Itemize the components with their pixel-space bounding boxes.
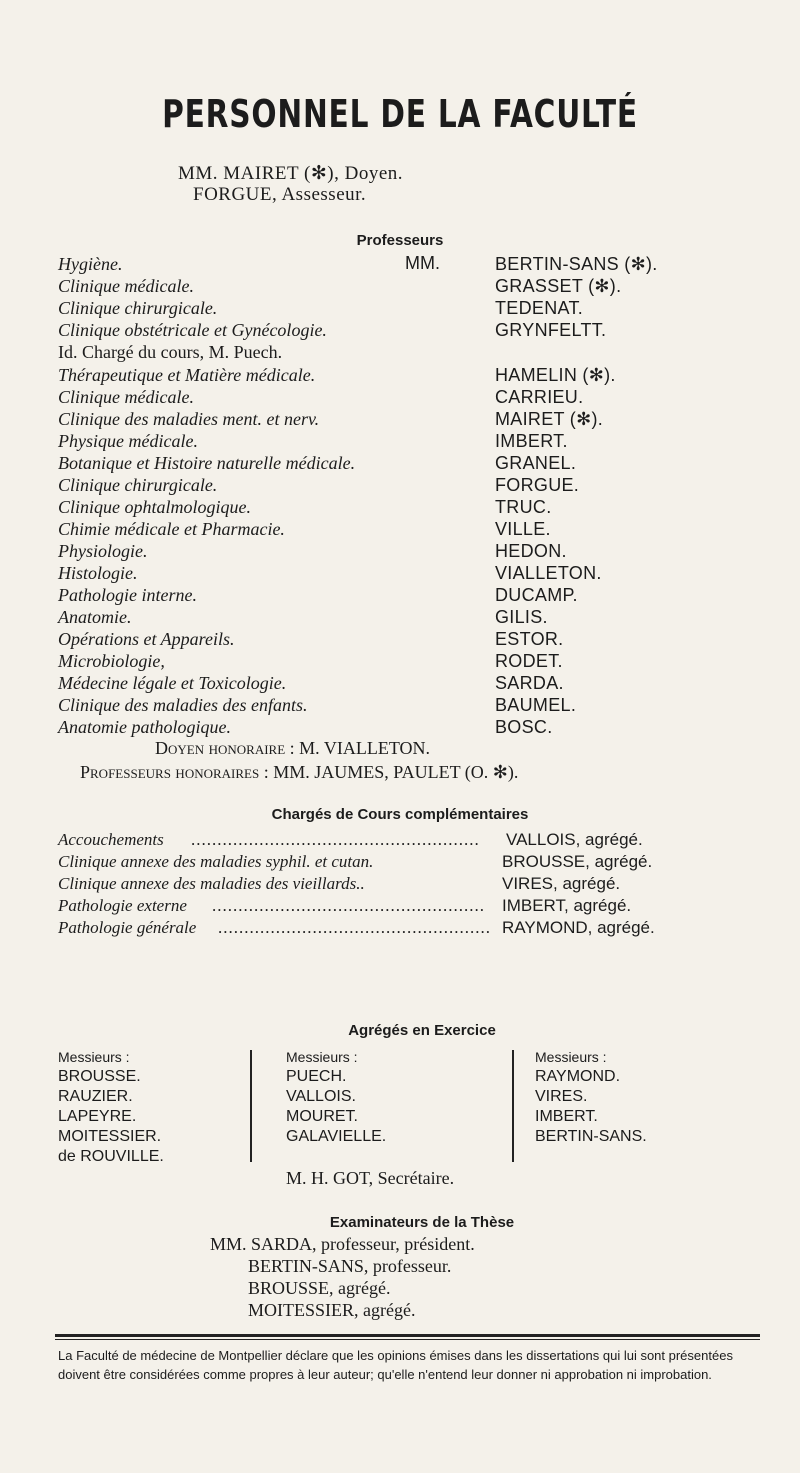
- prof-subject: Physique médicale.: [58, 431, 198, 451]
- prof-row: [58, 341, 758, 363]
- prof-name: GRANEL.: [495, 453, 577, 473]
- charge-subject: Accouchements: [58, 830, 164, 849]
- agrege-name: de ROUVILLE.: [58, 1148, 164, 1165]
- prof-row: [58, 452, 758, 474]
- footer-rule-thin: [55, 1339, 760, 1340]
- prof-subject: Opérations et Appareils.: [58, 629, 235, 649]
- prof-row: [58, 474, 758, 496]
- prof-name: SARDA.: [495, 673, 564, 693]
- professeurs-heading: Professeurs: [356, 232, 444, 249]
- prof-name: BAUMEL.: [495, 695, 577, 715]
- prof-name: VILLE.: [495, 519, 551, 539]
- charge-name: RAYMOND, agrégé.: [502, 918, 655, 937]
- prof-row: [58, 606, 758, 628]
- charge-subject: Clinique annexe des maladies syphil. et cutan.: [58, 852, 374, 871]
- prof-row: [58, 430, 758, 452]
- prof-row: [58, 297, 758, 319]
- prof-name: MAIRET (✻).: [495, 409, 604, 429]
- prof-subject: Clinique des maladies ment. et nerv.: [58, 409, 320, 429]
- prof-subject: Histologie.: [58, 563, 138, 583]
- agrege-name: BERTIN-SANS.: [535, 1128, 647, 1145]
- prof-row: [58, 584, 758, 606]
- prof-row: [58, 253, 758, 275]
- prof-subject: Pathologie interne.: [58, 585, 197, 605]
- prof-subject: Clinique des maladies des enfants.: [58, 695, 308, 715]
- prof-name: DUCAMP.: [495, 585, 578, 605]
- charges-heading: Chargés de Cours complémentaires: [271, 806, 529, 823]
- prof-row: [58, 628, 758, 650]
- column-divider: [512, 1050, 514, 1162]
- agrege-name: IMBERT.: [535, 1108, 598, 1125]
- prof-subject: Botanique et Histoire naturelle médicale.: [58, 453, 356, 473]
- prof-name: GILIS.: [495, 607, 548, 627]
- prof-row: [58, 518, 758, 540]
- prof-subject: Physiologie.: [58, 541, 148, 561]
- prof-name: HEDON.: [495, 541, 567, 561]
- charge-subject: Clinique annexe des maladies des vieillards..: [58, 874, 365, 893]
- prof-row: [58, 694, 758, 716]
- prof-subject: Thérapeutique et Matière médicale.: [58, 365, 316, 385]
- agrege-name: RAYMOND.: [535, 1068, 621, 1085]
- dot-leader: ....................................................: [218, 918, 491, 937]
- prof-name: TEDENAT.: [495, 298, 584, 318]
- prof-subject: Hygiène.: [58, 254, 123, 274]
- column-divider: [250, 1050, 252, 1162]
- examinateur-line: MOITESSIER, agrégé.: [248, 1300, 416, 1320]
- prof-subject: Médecine légale et Toxicologie.: [58, 673, 287, 693]
- agrege-name: VIRES.: [535, 1088, 588, 1105]
- charge-row: [58, 851, 758, 873]
- charge-row: [58, 917, 758, 939]
- prof-row: [58, 672, 758, 694]
- examinateur-line: MM. SARDA, professeur, président.: [210, 1234, 475, 1254]
- prof-row: [58, 650, 758, 672]
- examinateur-line: BERTIN-SANS, professeur.: [248, 1256, 452, 1276]
- prof-name: IMBERT.: [495, 431, 568, 451]
- footer-rule-thick: [55, 1334, 760, 1337]
- prof-subject: Chimie médicale et Pharmacie.: [58, 519, 285, 539]
- prof-subject: Clinique médicale.: [58, 387, 194, 407]
- charge-row: [58, 829, 758, 851]
- dot-leader: ....................................................: [212, 896, 485, 915]
- agrege-name: GALAVIELLE.: [286, 1128, 387, 1145]
- prof-subject: Anatomie.: [58, 607, 132, 627]
- charge-row: [58, 895, 758, 917]
- examinateur-line: BROUSSE, agrégé.: [248, 1278, 391, 1298]
- prof-name: ESTOR.: [495, 629, 564, 649]
- prof-subject: Clinique chirurgicale.: [58, 298, 218, 318]
- prof-row: [58, 562, 758, 584]
- charge-name: VALLOIS, agrégé.: [506, 830, 643, 849]
- prof-name: BERTIN-SANS (✻).: [495, 254, 658, 274]
- agrege-name: RAUZIER.: [58, 1088, 133, 1105]
- footer-notice: La Faculté de médecine de Montpellier déclare que les opinions émises dans les dissertations qui lui sont présentées doivent être considérées comme propres à leur auteur; qu'elle n'entend leur donner ni approbation ni improbation.: [58, 1348, 733, 1382]
- column-header: Messieurs :: [535, 1049, 607, 1065]
- charge-row: [58, 873, 758, 895]
- agrege-name: VALLOIS.: [286, 1088, 356, 1105]
- agrege-name: PUECH.: [286, 1068, 347, 1085]
- prof-name: TRUC.: [495, 497, 552, 517]
- agrege-name: MOURET.: [286, 1108, 358, 1125]
- column-header: Messieurs :: [58, 1049, 130, 1065]
- agreges-heading: Agrégés en Exercice: [348, 1022, 496, 1039]
- prof-row: [58, 364, 758, 386]
- agreges-column-1: [58, 1047, 164, 1167]
- prof-subject: Clinique ophtalmologique.: [58, 497, 251, 517]
- prof-name: HAMELIN (✻).: [495, 365, 616, 385]
- charge-name: VIRES, agrégé.: [502, 874, 621, 893]
- agreges-column-2: [286, 1047, 386, 1147]
- prof-subject: Microbiologie,: [58, 651, 165, 671]
- charge-subject: Pathologie générale: [58, 918, 197, 937]
- prof-name: GRYNFELTT.: [495, 320, 607, 340]
- prof-name: RODET.: [495, 651, 563, 671]
- professeurs-honoraires: Professeurs honoraires : MM. JAUMES, PAULET (O. ✻).: [80, 762, 519, 782]
- prof-name: GRASSET (✻).: [495, 276, 622, 296]
- prof-subject: Clinique chirurgicale.: [58, 475, 218, 495]
- page-title: PERSONNEL DE LA FACULTÉ: [162, 92, 638, 136]
- mm-prefix: MM.: [405, 253, 440, 273]
- prof-subject: Id. Chargé du cours, M. Puech.: [58, 342, 283, 362]
- prof-row: [58, 275, 758, 297]
- agrege-name: MOITESSIER.: [58, 1128, 162, 1145]
- doyen-honoraire: Doyen honoraire : M. VIALLETON.: [155, 738, 430, 758]
- prof-name: CARRIEU.: [495, 387, 584, 407]
- prof-name: FORGUE.: [495, 475, 580, 495]
- agrege-name: LAPEYRE.: [58, 1108, 137, 1125]
- prof-row: [58, 319, 758, 341]
- prof-name: VIALLETON.: [495, 563, 602, 583]
- dot-leader: .......................................................: [191, 830, 480, 849]
- prof-row: [58, 408, 758, 430]
- examinateurs-heading: Examinateurs de la Thèse: [329, 1214, 515, 1231]
- prof-row: [58, 716, 758, 738]
- prof-row: [58, 540, 758, 562]
- prof-subject: Clinique obstétricale et Gynécologie.: [58, 320, 327, 340]
- prof-row: [58, 496, 758, 518]
- prof-subject: Clinique médicale.: [58, 276, 194, 296]
- prof-subject: Anatomie pathologique.: [58, 717, 231, 737]
- column-header: Messieurs :: [286, 1049, 358, 1065]
- prof-name: BOSC.: [495, 717, 553, 737]
- prof-row: [58, 386, 758, 408]
- charge-name: BROUSSE, agrégé.: [502, 852, 653, 871]
- assesseur-line: FORGUE, Assesseur.: [193, 184, 367, 205]
- agreges-column-3: [535, 1047, 647, 1147]
- charge-subject: Pathologie externe: [58, 896, 187, 915]
- doyen-line: MM. MAIRET (✻), Doyen.: [178, 163, 404, 184]
- secretaire-line: M. H. GOT, Secrétaire.: [286, 1168, 455, 1188]
- agrege-name: BROUSSE.: [58, 1068, 141, 1085]
- charge-name: IMBERT, agrégé.: [502, 896, 632, 915]
